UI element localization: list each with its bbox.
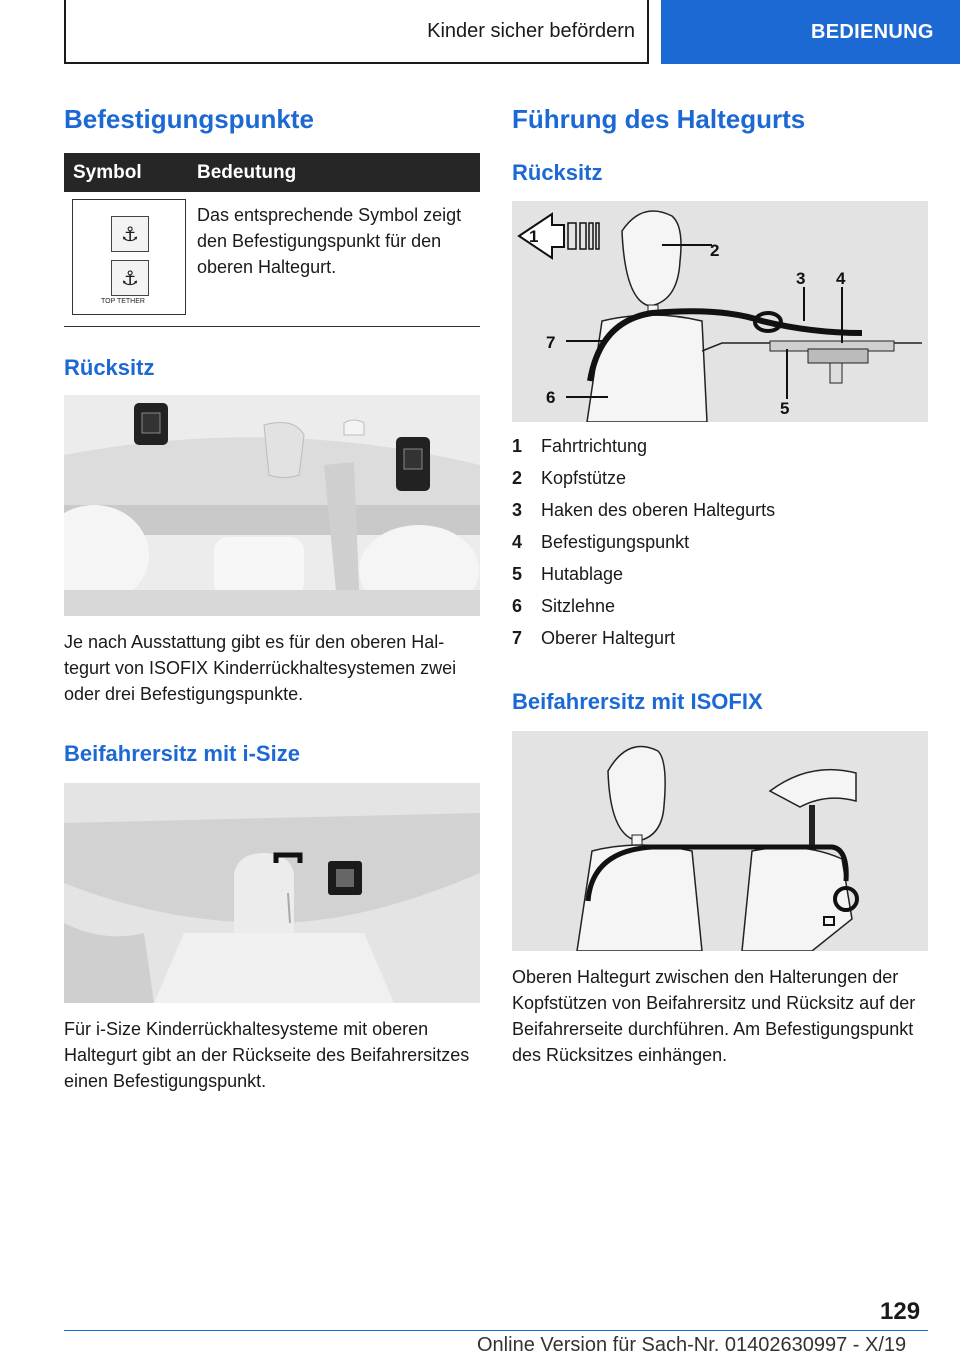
header-chapter bbox=[64, 0, 649, 64]
page-number: 129 bbox=[880, 1298, 921, 1325]
title-befestigungspunkte: Befestigungspunkte bbox=[64, 104, 314, 134]
heading-beifahrersitz-isize: Beifahrersitz mit i-Size bbox=[64, 741, 300, 766]
table-header-symbol: Symbol bbox=[73, 162, 142, 183]
isize-seatback-photo bbox=[64, 783, 480, 1003]
isofix-route-diagram bbox=[512, 731, 928, 951]
table-bottom-rule bbox=[64, 326, 480, 327]
rear-anchor-text: Je nach Ausstattung gibt es für den oberen Haltegurt von ISOFIX Kinderrückhaltesystemen zwei oder drei Befestigungspunkte. bbox=[64, 632, 457, 704]
tether-route-illustration bbox=[512, 201, 928, 422]
isofix-route-illustration bbox=[512, 731, 928, 951]
child-seat-anchor-icon: ⚓ bbox=[111, 216, 149, 252]
callout-2: 2 bbox=[710, 241, 720, 260]
chapter-title: Kinder sicher befördern bbox=[427, 19, 635, 42]
isize-text: Für i-Size Kinderrückhaltesysteme mit oberen Haltegurt gibt an der Rückseite des Beifahrersitzes einen Befestigungspunkt. bbox=[64, 1019, 470, 1091]
symbol-cell bbox=[72, 199, 186, 315]
footer-rule bbox=[64, 1330, 928, 1331]
symbol-meaning-text: Das entsprechende Symbol zeigt den Befestigungspunkt für den oberen Haltegurt. bbox=[197, 205, 462, 277]
heading-beifahrersitz-isofix: Beifahrersitz mit ISOFIX bbox=[512, 689, 763, 714]
rear-shelf-photo bbox=[64, 395, 480, 616]
table-header bbox=[64, 153, 480, 192]
footer-online-version: Online Version für Sach-Nr. 01402630997 - X/19 bbox=[477, 1334, 907, 1356]
heading-ruecksitz-right: Rücksitz bbox=[512, 160, 603, 185]
tether-label: TOP TETHER bbox=[101, 298, 145, 305]
header-section-tab[interactable] bbox=[661, 0, 960, 64]
tether-route-diagram bbox=[512, 201, 928, 422]
top-tether-icon: ⚓ bbox=[111, 260, 149, 296]
callout-4: 4 bbox=[836, 269, 846, 288]
callout-3: 3 bbox=[796, 269, 806, 288]
callout-6: 6 bbox=[546, 388, 556, 407]
callout-5: 5 bbox=[780, 399, 790, 418]
heading-ruecksitz-left: Rücksitz bbox=[64, 355, 155, 380]
isize-seatback-illustration bbox=[64, 783, 480, 1003]
table-header-meaning: Bedeutung bbox=[197, 162, 297, 183]
callout-1: 1 bbox=[529, 227, 539, 246]
section-title: BEDIENUNG bbox=[811, 20, 934, 43]
callout-7: 7 bbox=[546, 333, 556, 352]
isofix-text: Oberen Haltegurt zwischen den Halterungen der Kopfstützen von Beifahrersitz und Rücksitz auf der Beifahrerseite durchführen. Am Befestigungspunkt des Rücksitzes einhängen. bbox=[512, 967, 916, 1065]
rear-shelf-illustration bbox=[64, 395, 480, 616]
title-fuehrung-haltegurt: Führung des Haltegurts bbox=[512, 104, 806, 134]
